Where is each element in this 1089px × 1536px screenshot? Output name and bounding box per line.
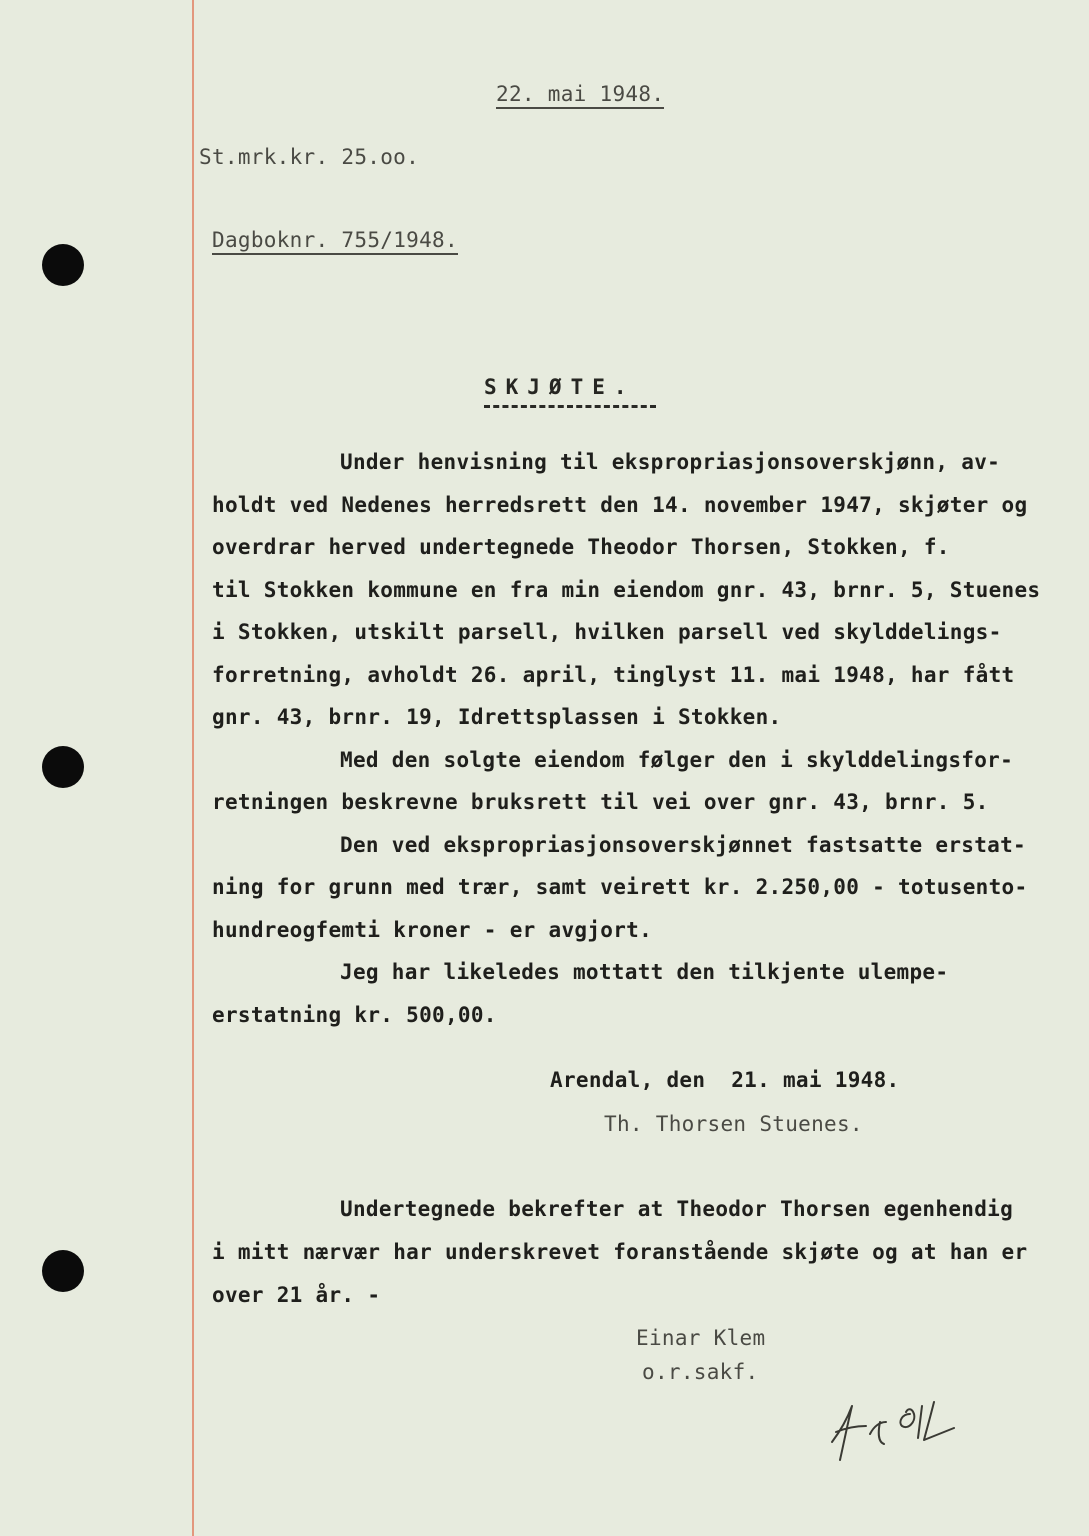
- witness-title: o.r.sakf.: [642, 1360, 759, 1384]
- signer-name: Th. Thorsen Stuenes.: [604, 1112, 863, 1136]
- body-line: Den ved ekspropriasjonsoverskjønnet fastsatte erstat-: [340, 833, 1026, 857]
- handwritten-note: [822, 1392, 992, 1464]
- body-line: holdt ved Nedenes herredsrett den 14. november 1947, skjøter og: [212, 493, 1028, 517]
- document-date: 22. mai 1948.: [496, 82, 664, 109]
- document-title: SKJØTE.: [484, 375, 636, 399]
- body-line: ning for grunn med trær, samt veirett kr. 2.250,00 - totusento-: [212, 875, 1028, 899]
- witness-name: Einar Klem: [636, 1326, 766, 1350]
- body-line: erstatning kr. 500,00.: [212, 1003, 497, 1027]
- place-date: Arendal, den 21. mai 1948.: [550, 1068, 900, 1092]
- margin-rule: [192, 0, 194, 1536]
- witness-line: i mitt nærvær har underskrevet foranstående skjøte og at han er: [212, 1240, 1028, 1264]
- body-line: forretning, avholdt 26. april, tinglyst 11. mai 1948, har fått: [212, 663, 1015, 687]
- body-line: i Stokken, utskilt parsell, hvilken parsell ved skylddelings-: [212, 620, 1002, 644]
- body-line: Jeg har likeledes mottatt den tilkjente ulempe-: [340, 960, 949, 984]
- body-line: gnr. 43, brnr. 19, Idrettsplassen i Stokken.: [212, 705, 782, 729]
- body-line: til Stokken kommune en fra min eiendom gnr. 43, brnr. 5, Stuenes: [212, 578, 1041, 602]
- punch-hole: [42, 746, 84, 788]
- title-underline: [484, 405, 656, 408]
- witness-line: Undertegnede bekrefter at Theodor Thorsen egenhendig: [340, 1197, 1014, 1221]
- body-line: hundreogfemti kroner - er avgjort.: [212, 918, 653, 942]
- body-line: retningen beskrevne bruksrett til vei over gnr. 43, brnr. 5.: [212, 790, 989, 814]
- body-line: Med den solgte eiendom følger den i skylddelingsfor-: [340, 748, 1014, 772]
- journal-number: Dagboknr. 755/1948.: [212, 228, 458, 255]
- body-line: Under henvisning til ekspropriasjonsoverskjønn, av-: [340, 450, 1001, 474]
- body-line: overdrar herved undertegnede Theodor Thorsen, Stokken, f.: [212, 535, 950, 559]
- punch-hole: [42, 1250, 84, 1292]
- witness-line: over 21 år. -: [212, 1283, 381, 1307]
- stamp-duty: St.mrk.kr. 25.oo.: [199, 145, 420, 169]
- punch-hole: [42, 244, 84, 286]
